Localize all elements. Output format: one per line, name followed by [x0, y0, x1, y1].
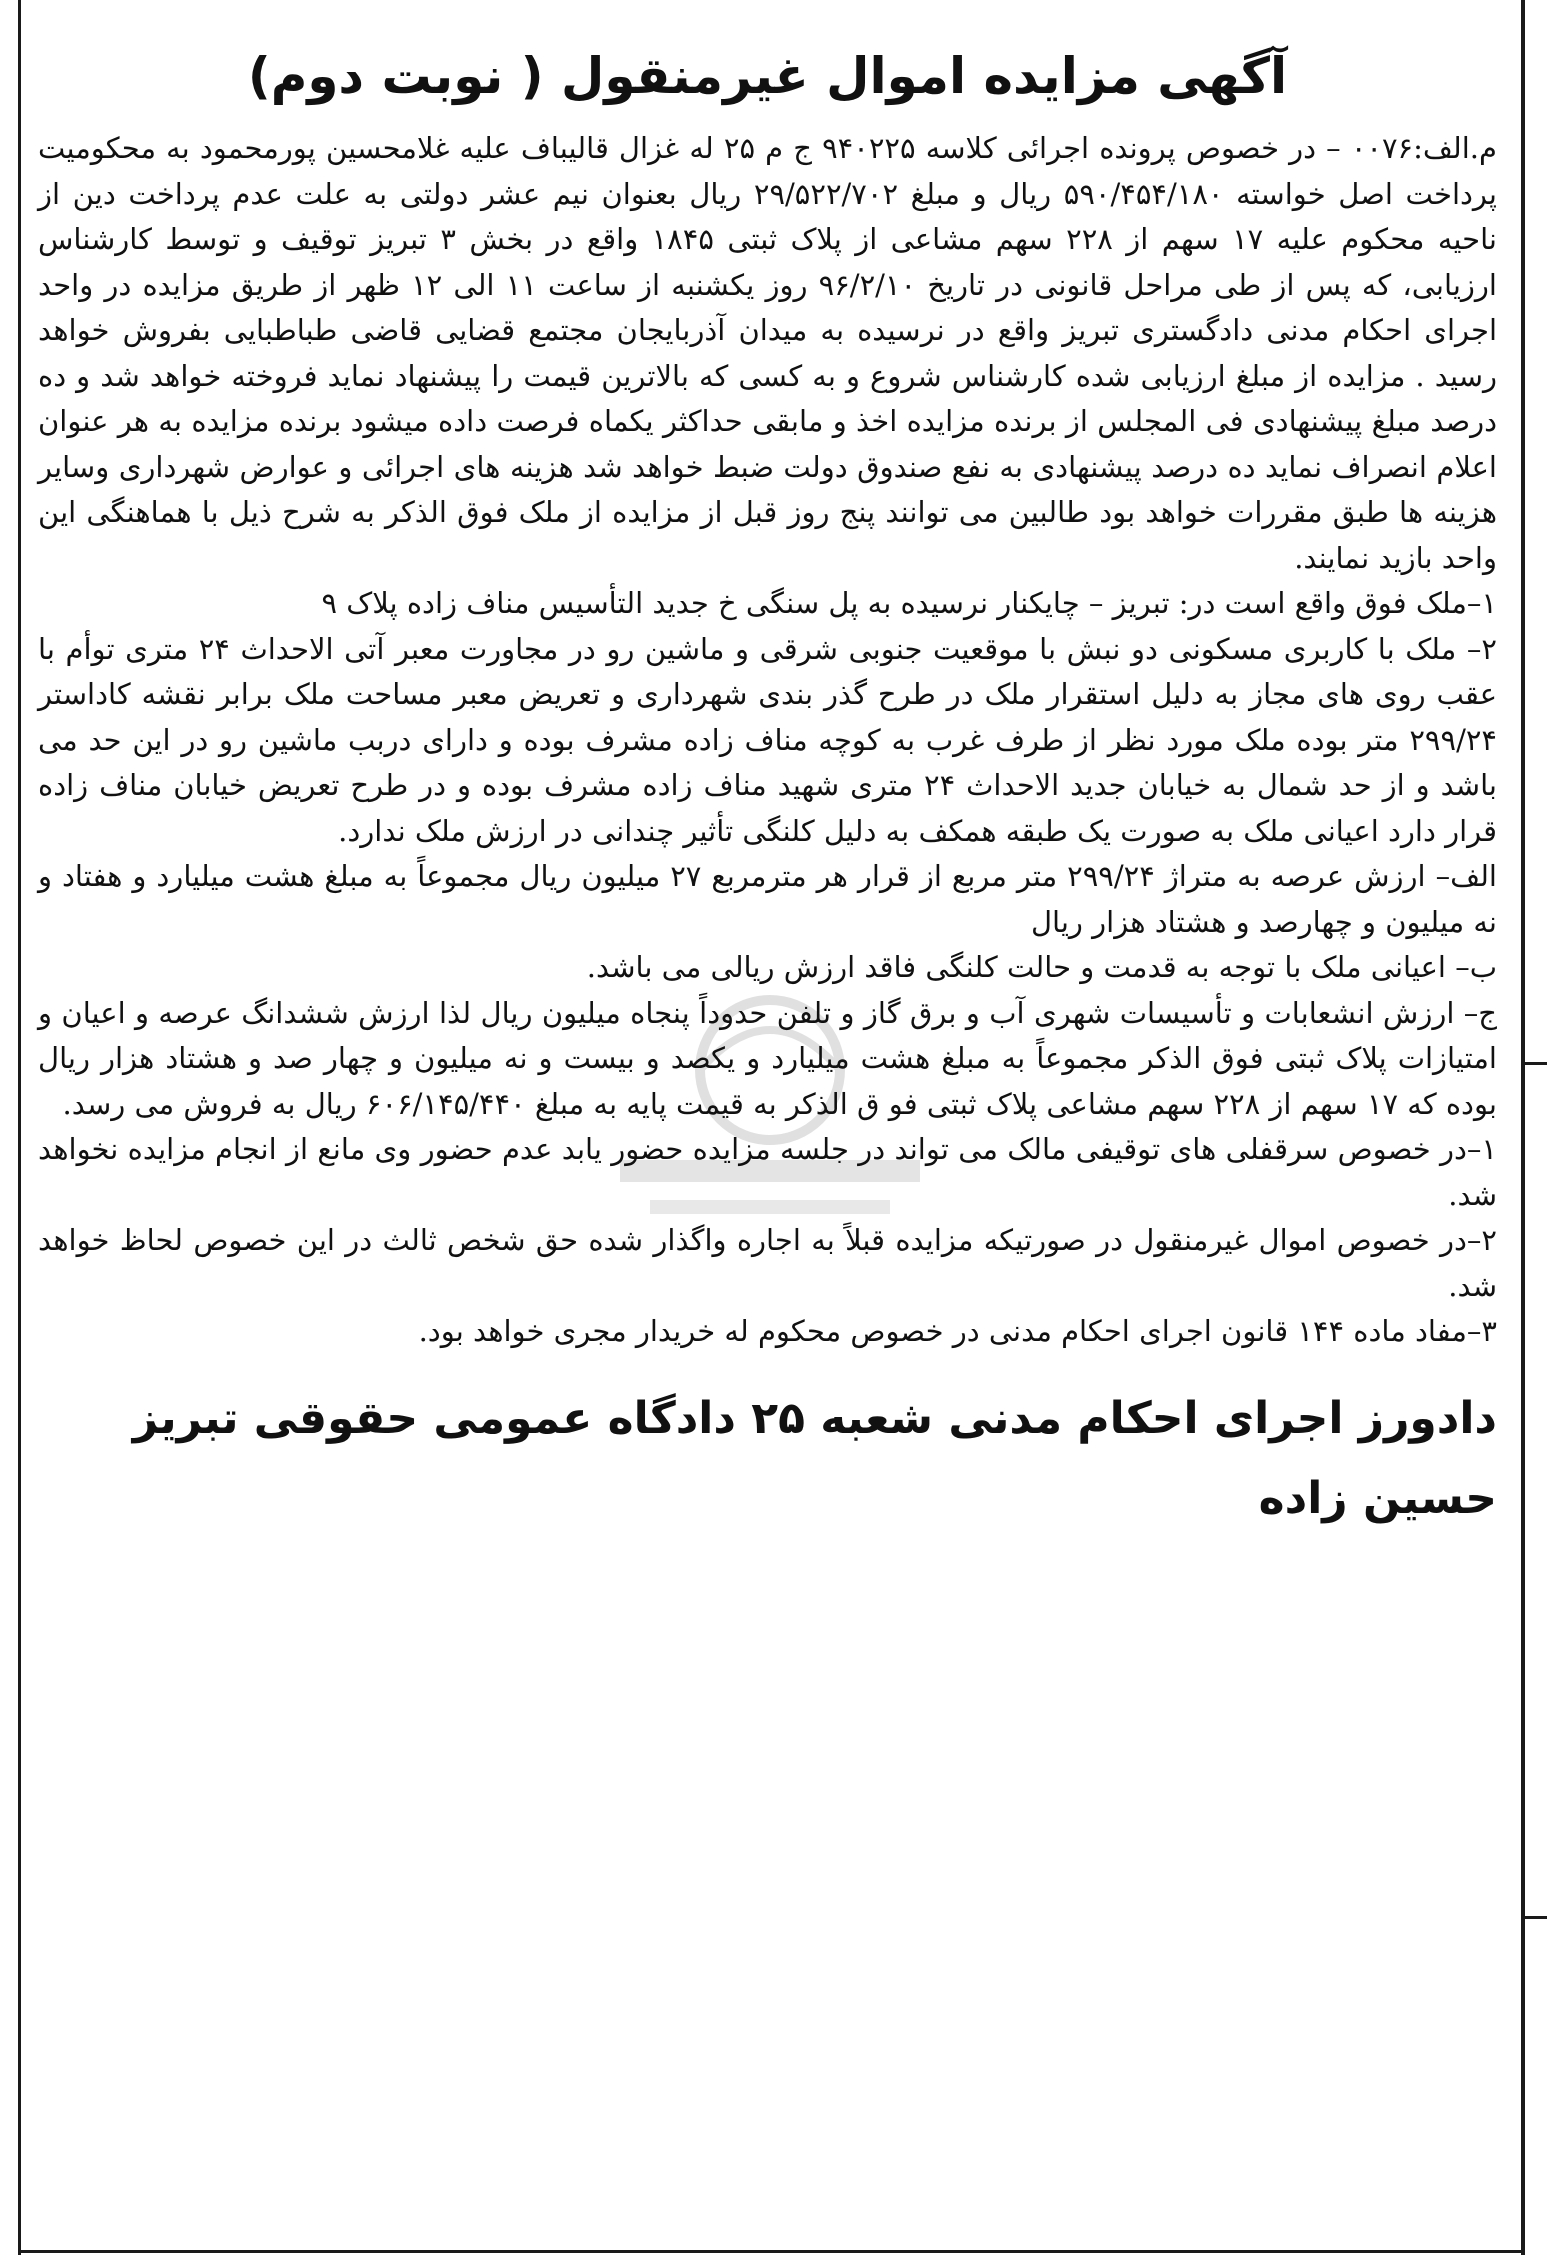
notice-item-location: ۱–ملک فوق واقع است در: تبریز – چایکنار نرسیده به پل سنگی خ جدید التأسیس مناف زاده پلاک ۹: [321, 586, 1497, 620]
border-tick: [1523, 1916, 1547, 1919]
signature-title: دادورز اجرای احکام مدنی شعبه ۲۵ دادگاه عمومی حقوقی تبریز: [132, 1392, 1497, 1444]
bottom-border-rule: [18, 2250, 1525, 2253]
notice-title: آگهی مزایده اموال غیرمنقول ( نوبت دوم): [247, 47, 1288, 105]
notice-condition-3: ۳–مفاد ماده ۱۴۴ قانون اجرای احکام مدنی در خصوص محکوم له خریدار مجری خواهد بود.: [418, 1314, 1497, 1348]
auction-notice: [38, 46, 1497, 1529]
notice-item-land-value: الف– ارزش عرصه به متراژ ۲۹۹/۲۴ متر مربع از قرار هر مترمربع ۲۷ میلیون ریال مجموعاً به مبلغ هشت میلیارد و هفتاد و نه میلیون و چهارصد و هشتاد هزار ریال: [38, 859, 1497, 939]
notice-item-description: ۲– ملک با کاربری مسکونی دو نبش با موقعیت جنوبی شرقی و ماشین رو در مجاورت معبر آتی الاحداث ۲۴ متری توأم با عقب روی های مجاز به دلیل استقرار ملک در طرح گذر بندی شهرداری و تعریض معبر مساحت ملک برابر نقشه کاداستر ۲۹۹/۲۴ متر بوده ملک مورد نظر از طرف غرب به کوچه مناف زاده مشرف بوده و دارای دربب ماشین رو در این حد می باشد و از حد شمال به خیابان جدید الاحداث ۲۴ متری شهید مناف زاده مشرف بوده و در طرح تعریض خیابان مناف زاده قرار دارد اعیانی ملک به صورت یک طبقه همکف به دلیل کلنگی تأثیر چندانی در ارزش ملک ندارد.: [38, 631, 1497, 848]
border-tick: [1523, 1062, 1547, 1065]
signature-name: حسین زاده: [1258, 1472, 1497, 1524]
notice-condition-1: ۱–در خصوص سرقفلی های توقیفی مالک می تواند در جلسه مزایده حضور یابد عدم حضور وی مانع از انجام مزایده نخواهد شد.: [38, 1132, 1497, 1212]
notice-item-total-value: ج– ارزش انشعابات و تأسیسات شهری آب و برق گاز و تلفن حدوداً پنجاه میلیون ریال لذا ارزش ششدانگ عرصه و اعیان و امتیازات پلاک ثبتی فوق الذکر مجموعاً به مبلغ هشت میلیارد و یکصد و بیست و نه میلیون و چهار صد و هشتاد هزار ریال بوده که ۱۷ سهم از ۲۲۸ سهم مشاعی پلاک ثبتی فو ق الذکر به قیمت پایه به مبلغ ۶۰۶/۱۴۵/۴۴۰ ریال به فروش می رسد.: [38, 995, 1497, 1121]
left-border-rule: [18, 0, 21, 2255]
notice-item-building-value: ب– اعیانی ملک با توجه به قدمت و حالت کلنگی فاقد ارزش ریالی می باشد.: [586, 950, 1497, 984]
notice-condition-2: ۲–در خصوص اموال غیرمنقول در صورتیکه مزایده قبلاً به اجاره واگذار شده حق شخص ثالث در این خصوص لحاظ خواهد شد.: [38, 1223, 1497, 1303]
notice-intro-paragraph: م.الف:۰۰۷۶ – در خصوص پرونده اجرائی کلاسه ۹۴۰۲۲۵ ج م ۲۵ له غزال قالیباف علیه غلامحسین پورمحمود به محکومیت پرداخت اصل خواسته ۵۹۰/۴۵۴/۱۸۰ ریال و مبلغ ۲۹/۵۲۲/۷۰۲ ریال بعنوان نیم عشر دولتی به علت عدم پرداخت دین از ناحیه محکوم علیه ۱۷ سهم از ۲۲۸ سهم مشاعی از پلاک ثبتی ۱۸۴۵ واقع در بخش ۳ تبریز توقیف و توسط کارشناس ارزیابی، که پس از طی مراحل قانونی در تاریخ ۹۶/۲/۱۰ روز یکشنبه از ساعت ۱۱ الی ۱۲ ظهر از طریق مزایده در واحد اجرای احکام مدنی دادگستری تبریز واقع در نرسیده به میدان آذربایجان مجتمع قضایی قاضی طباطبایی بفروش خواهد رسید . مزایده از مبلغ ارزیابی شده کارشناس شروع و به کسی که بالاترین قیمت را پیشنهاد نماید فروخته خواهد شد و ده درصد مبلغ پیشنهادی فی المجلس از برنده مزایده اخذ و مابقی حداکثر یکماه فرصت داده میشود برنده مزایده به هر عنوان اعلام انصراف نماید ده درصد پیشنهادی به نفع صندوق دولت ضبط خواهد شد هزینه های اجرائی و عوارض شهرداری وسایر هزینه ها طبق مقررات خواهد بود طالبین می توانند پنج روز قبل از مزایده از ملک فوق الذکر به شرح ذیل با هماهنگی این واحد بازید نمایند.: [38, 131, 1497, 575]
